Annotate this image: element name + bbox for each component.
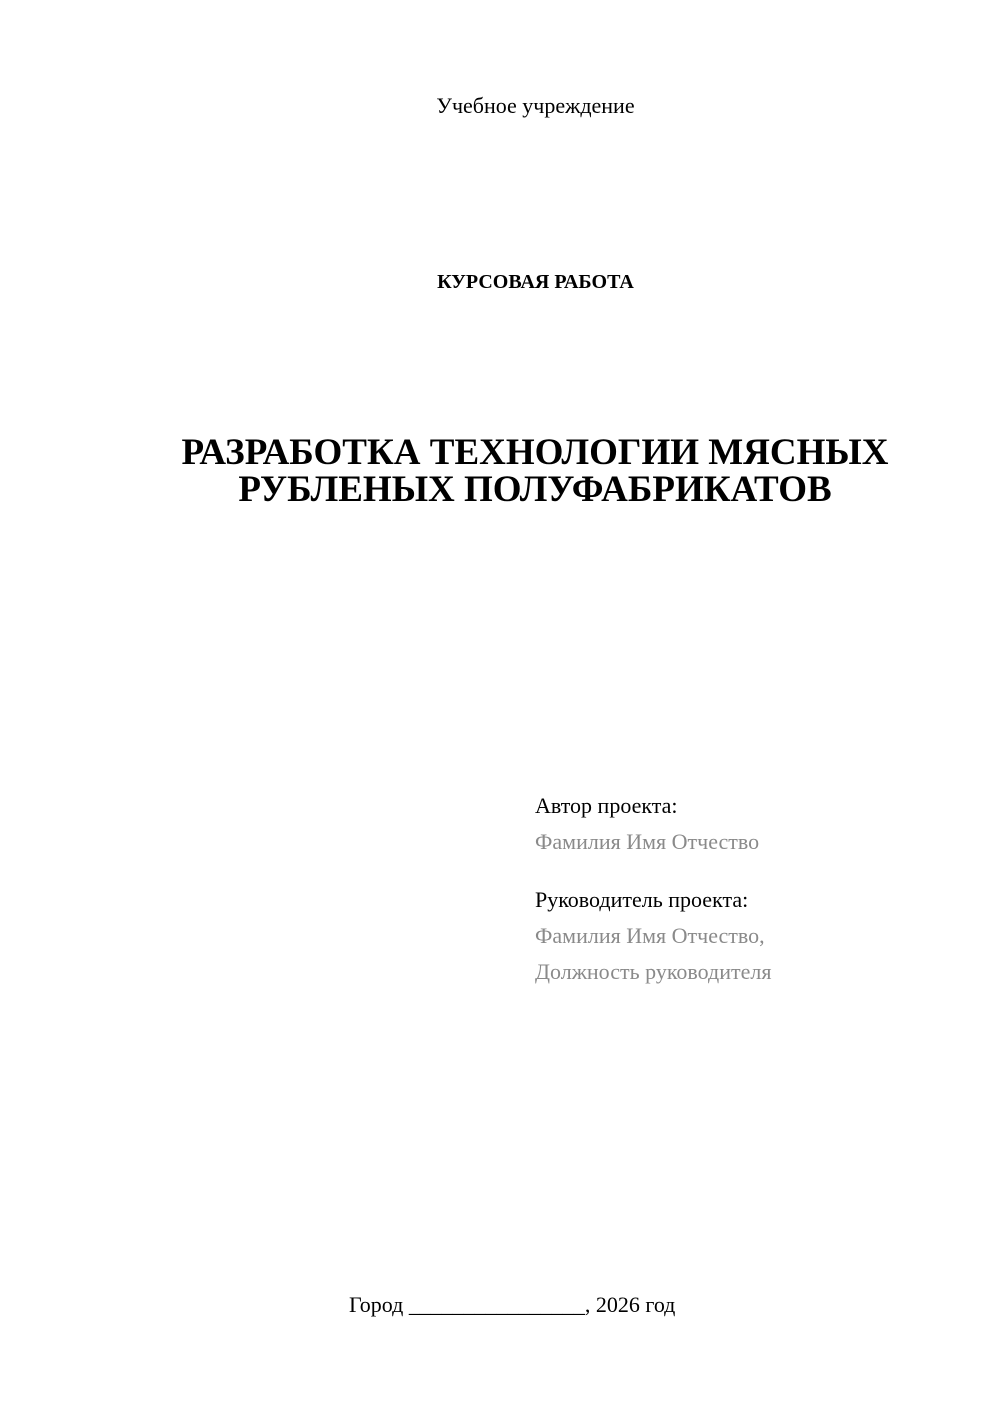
work-title-line-1: РАЗРАБОТКА ТЕХНОЛОГИИ МЯСНЫХ [181,432,889,473]
work-title-line-2: РУБЛЕНЫХ ПОЛУФАБРИКАТОВ [238,469,832,510]
city-year-line: Город ________________, 2026 год [349,1292,676,1317]
supervisor-name: Фамилия Имя Отчество, [535,923,765,948]
author-label: Автор проекта: [535,793,678,818]
supervisor-position: Должность руководителя [535,959,772,984]
work-title [140,434,930,508]
credits-spacer [535,860,771,882]
institution-name: Учебное учреждение [436,93,635,118]
work-type-heading: КУРСОВАЯ РАБОТА [437,271,634,293]
credits-block [535,788,771,990]
supervisor-label: Руководитель проекта: [535,887,749,912]
author-name: Фамилия Имя Отчество [535,829,760,854]
